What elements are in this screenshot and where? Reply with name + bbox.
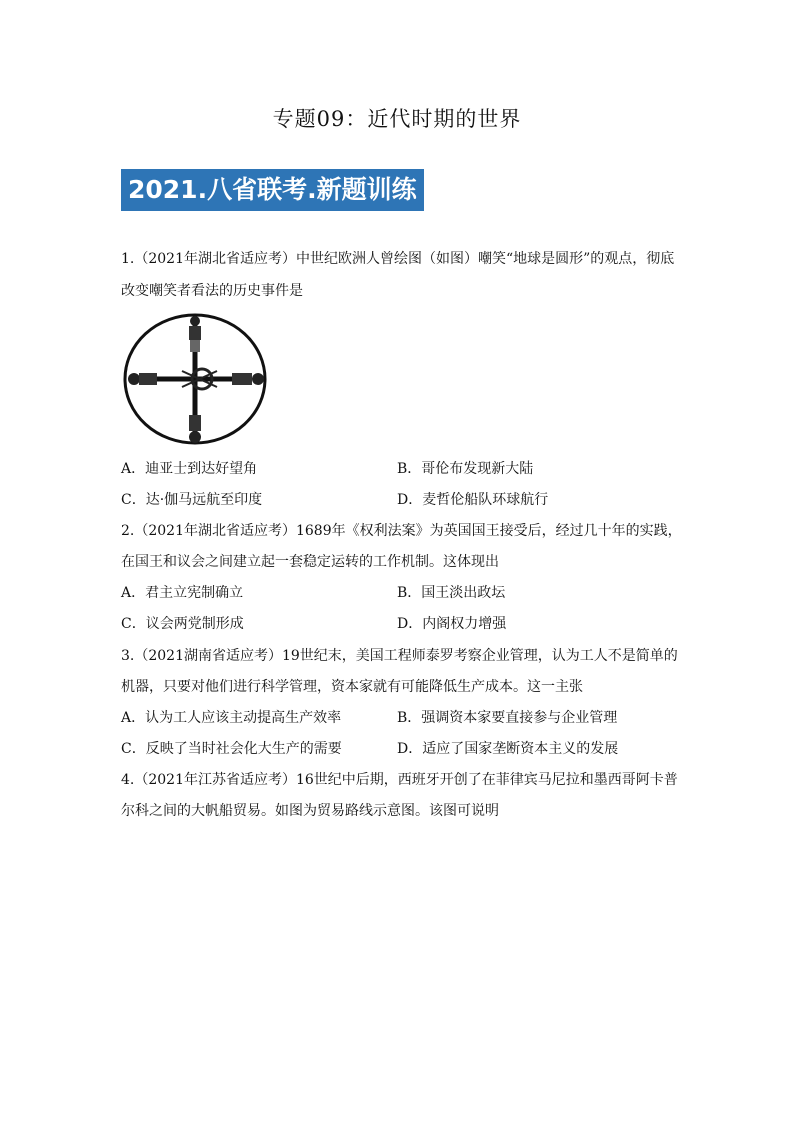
section-banner: 2021.八省联考.新题训练 [121,169,424,211]
question-1-option-a[interactable]: A．迪亚士到达好望角 [121,461,258,477]
question-2-option-a[interactable]: A．君主立宪制确立 [121,585,244,601]
question-1-line-1: 1.（2021年湖北省适应考）中世纪欧洲人曾绘图（如图）嘲笑“地球是圆形”的观点，彻底 [121,251,675,267]
question-3-line-1: 3.（2021湖南省适应考）19世纪末，美国工程师泰罗考察企业管理，认为工人不是简单的 [121,648,678,664]
question-3-option-c[interactable]: C．反映了当时社会化大生产的需要 [121,741,342,757]
circle-cross-figures-illustration [122,311,268,447]
question-1-line-2: 改变嘲笑者看法的历史事件是 [121,283,303,299]
page-title: 专题09：近代时期的世界 [272,107,522,131]
question-1-option-d[interactable]: D．麦哲伦船队环球航行 [397,492,549,508]
question-2-option-b[interactable]: B．国王淡出政坛 [397,585,506,601]
question-1-option-c[interactable]: C．达·伽马远航至印度 [121,492,263,508]
question-3-option-d[interactable]: D．适应了国家垄断资本主义的发展 [397,741,619,757]
question-4-line-1: 4.（2021年江苏省适应考）16世纪中后期，西班牙开创了在菲律宾马尼拉和墨西哥阿卡普 [121,772,678,788]
question-4-line-2: 尔科之间的大帆船贸易。如图为贸易路线示意图。该图可说明 [121,803,499,819]
question-1-option-b[interactable]: B．哥伦布发现新大陆 [397,461,534,477]
question-3-line-2: 机器，只要对他们进行科学管理，资本家就有可能降低生产成本。这一主张 [121,679,583,695]
question-2-option-c[interactable]: C．议会两党制形成 [121,616,244,632]
question-2-option-d[interactable]: D．内阁权力增强 [397,616,507,632]
question-3-option-a[interactable]: A．认为工人应该主动提高生产效率 [121,710,342,726]
question-2-line-1: 2.（2021年湖北省适应考）1689年《权利法案》为英国国王接受后，经过几十年的实践， [121,523,682,539]
question-3-option-b[interactable]: B．强调资本家要直接参与企业管理 [397,710,618,726]
question-2-line-2: 在国王和议会之间建立起一套稳定运转的工作机制。这体现出 [121,554,499,570]
